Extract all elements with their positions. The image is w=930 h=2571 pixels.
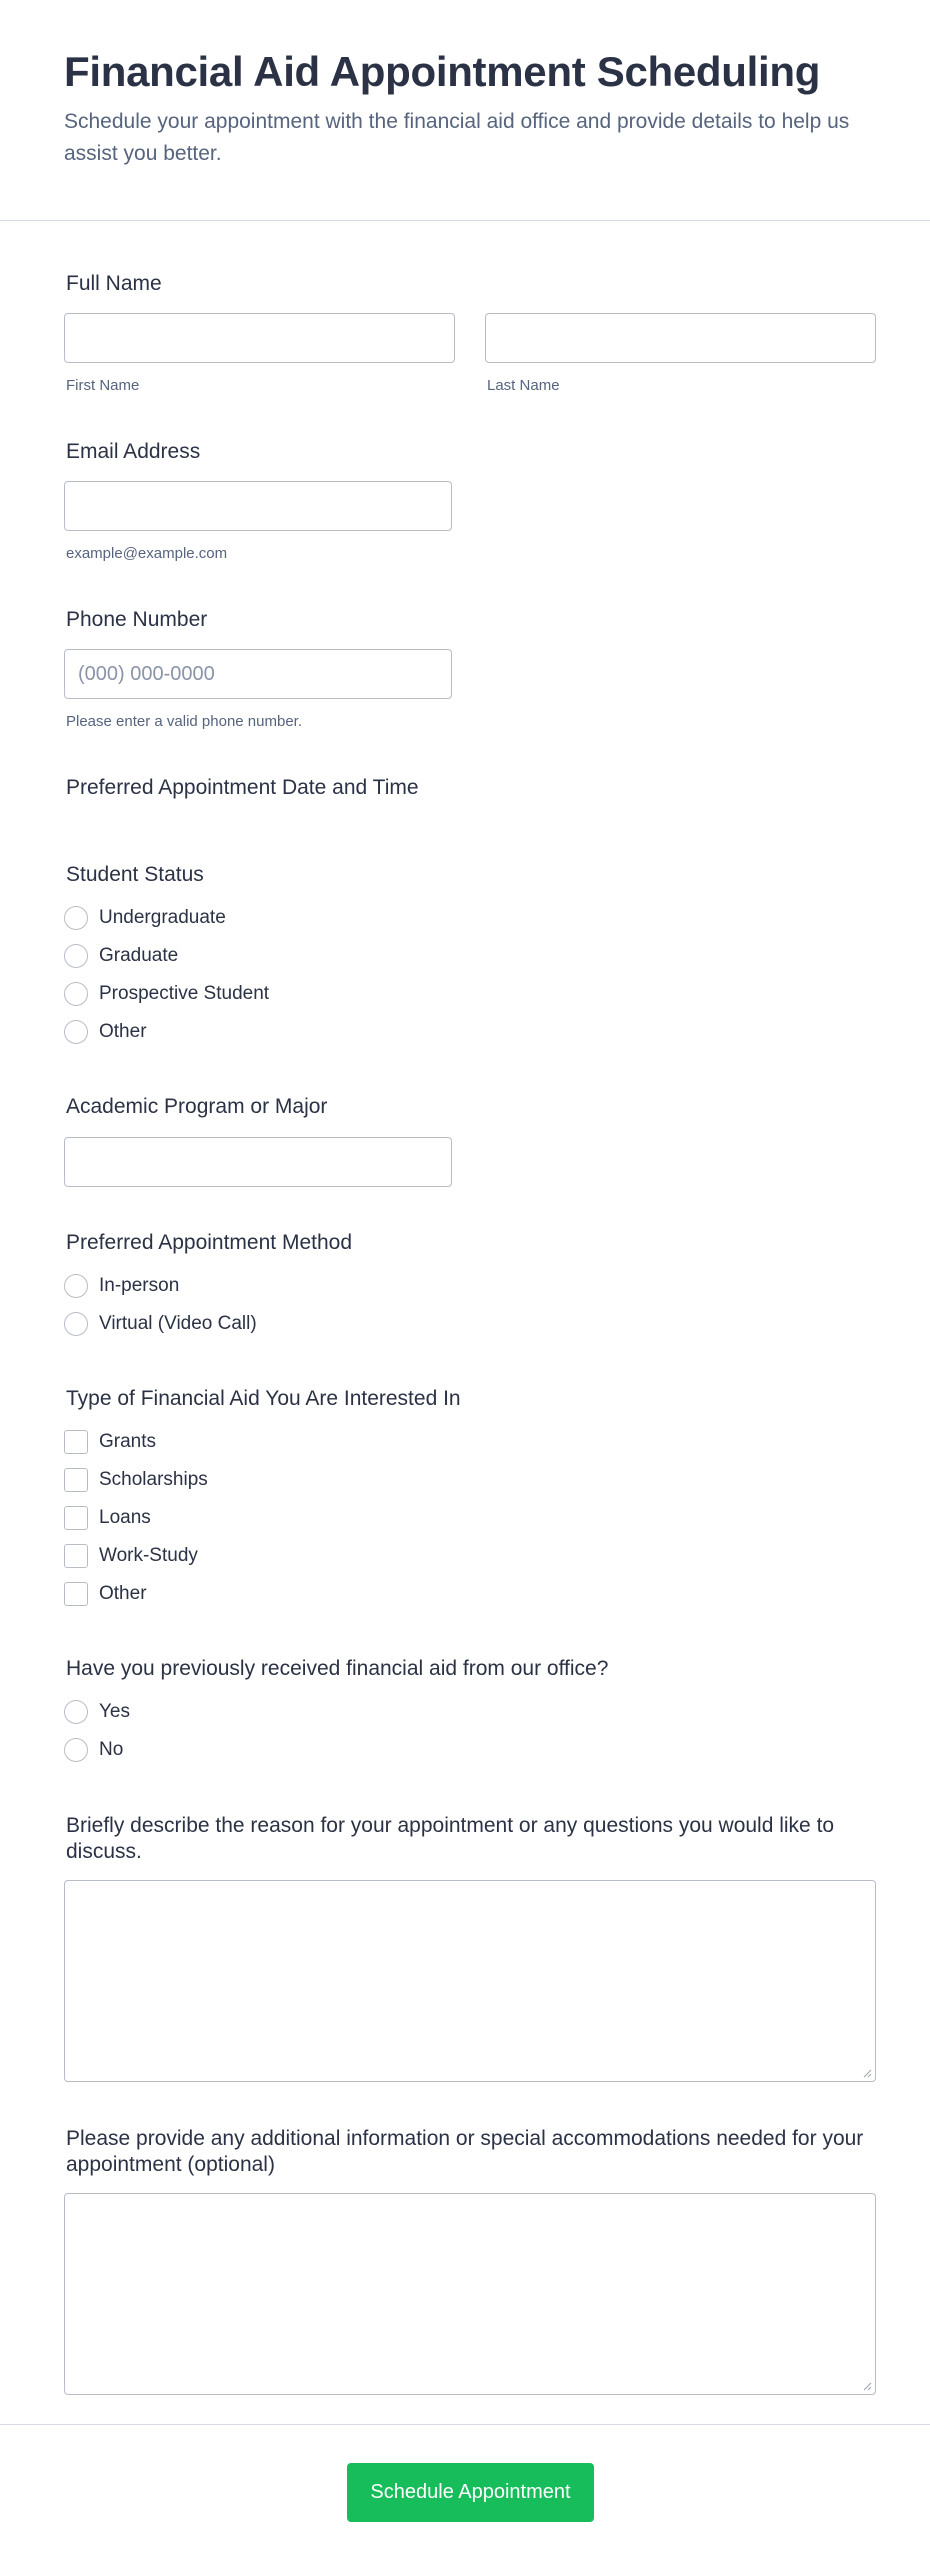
method-label: Preferred Appointment Method [66, 1231, 353, 1254]
reason-textarea[interactable] [64, 1880, 876, 2082]
email-sublabel: example@example.com [66, 545, 228, 562]
radio-button[interactable] [64, 1020, 88, 1044]
option-label: No [99, 1739, 124, 1760]
option-label: Virtual (Video Call) [99, 1313, 257, 1334]
radio-button[interactable] [64, 982, 88, 1006]
resize-grip-icon[interactable] [863, 2069, 872, 2078]
appointment-datetime-label: Preferred Appointment Date and Time [66, 776, 419, 799]
form-title: Financial Aid Appointment Scheduling [64, 48, 821, 95]
first-name-input[interactable] [64, 313, 455, 363]
student-status-option[interactable] [64, 905, 226, 931]
option-label: Prospective Student [99, 983, 270, 1004]
program-input[interactable] [64, 1137, 452, 1187]
aid-type-option[interactable] [64, 1581, 147, 1607]
last-name-input[interactable] [485, 313, 876, 363]
header-divider [0, 220, 930, 221]
student-status-option[interactable] [64, 1019, 147, 1045]
option-label: Other [99, 1583, 147, 1604]
reason-label: Briefly describe the reason for your appointment or any questions you would like to discuss. [66, 1814, 835, 1863]
option-label: Yes [99, 1701, 130, 1722]
phone-input[interactable]: (000) 000-0000 [64, 649, 452, 699]
radio-button[interactable] [64, 1700, 88, 1724]
previous-aid-label: Have you previously received financial aid from our office? [66, 1657, 609, 1680]
radio-button[interactable] [64, 906, 88, 930]
last-name-sublabel: Last Name [487, 377, 560, 394]
program-label: Academic Program or Major [66, 1095, 328, 1118]
email-label: Email Address [66, 440, 201, 463]
aid-type-option[interactable] [64, 1505, 151, 1531]
option-label: Graduate [99, 945, 179, 966]
checkbox[interactable] [64, 1582, 88, 1606]
option-label: Work-Study [99, 1545, 198, 1566]
resize-grip-icon[interactable] [863, 2382, 872, 2391]
checkbox[interactable] [64, 1506, 88, 1530]
aid-type-option[interactable] [64, 1429, 156, 1455]
full-name-label: Full Name [66, 272, 162, 295]
footer-divider [0, 2424, 930, 2425]
student-status-option[interactable] [64, 943, 178, 969]
additional-info-label: Please provide any additional information or special accommodations needed for your appointment (optional) [66, 2127, 864, 2176]
option-label: Other [99, 1021, 147, 1042]
aid-type-label: Type of Financial Aid You Are Interested In [66, 1387, 461, 1410]
radio-button[interactable] [64, 1312, 88, 1336]
method-option[interactable] [64, 1273, 179, 1299]
phone-label: Phone Number [66, 608, 208, 631]
student-status-label: Student Status [66, 863, 204, 886]
aid-type-option[interactable] [64, 1467, 208, 1493]
checkbox[interactable] [64, 1468, 88, 1492]
method-option[interactable] [64, 1311, 257, 1337]
form-subtitle: Schedule your appointment with the financial aid office and provide details to help us assist you better. [64, 110, 850, 165]
phone-sublabel: Please enter a valid phone number. [66, 713, 302, 730]
radio-button[interactable] [64, 1738, 88, 1762]
option-label: In-person [99, 1275, 180, 1296]
previous-aid-option[interactable] [64, 1699, 130, 1725]
option-label: Undergraduate [99, 907, 226, 928]
student-status-option[interactable] [64, 981, 269, 1007]
option-label: Grants [99, 1431, 157, 1452]
checkbox[interactable] [64, 1544, 88, 1568]
option-label: Loans [99, 1507, 151, 1528]
option-label: Scholarships [99, 1469, 208, 1490]
checkbox[interactable] [64, 1430, 88, 1454]
additional-info-textarea[interactable] [64, 2193, 876, 2395]
previous-aid-option[interactable] [64, 1737, 123, 1763]
radio-button[interactable] [64, 944, 88, 968]
radio-button[interactable] [64, 1274, 88, 1298]
aid-type-option[interactable] [64, 1543, 198, 1569]
schedule-appointment-button[interactable]: Schedule Appointment [347, 2463, 594, 2522]
email-input[interactable] [64, 481, 452, 531]
first-name-sublabel: First Name [66, 377, 140, 394]
